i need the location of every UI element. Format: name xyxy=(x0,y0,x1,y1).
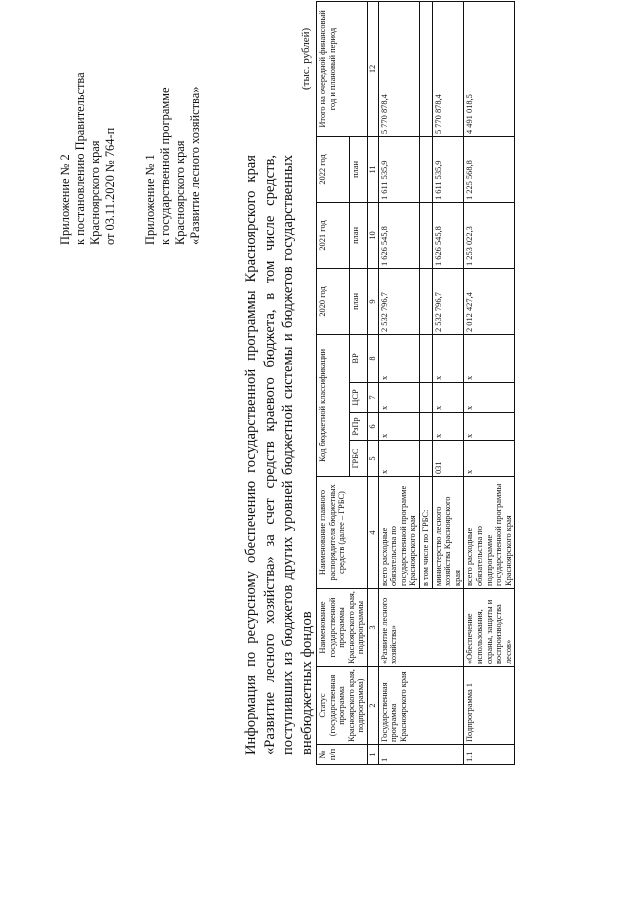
row-2022: 1 225 568,8 xyxy=(464,136,515,202)
row-rzpr: х xyxy=(464,413,515,441)
row-grbs-code: 031 xyxy=(432,441,464,477)
appendix2-header xyxy=(58,72,118,245)
row-empty-cell xyxy=(419,268,432,334)
header-vr: ВР xyxy=(349,334,367,382)
row-vr: х xyxy=(464,334,515,382)
column-number: 4 xyxy=(367,477,378,589)
document-title: Информация по ресурсному обеспечению государственной программы Красноярского края «Развитие лесного хозяйства» за счет средств краевого бюджета, в том числе средств, поступивших из бюджетов других уровней бюджетной системы и бюджетов государственных внебюджетных фондов xyxy=(243,155,315,755)
appendix2-line4: от 03.11.2020 № 764-п xyxy=(103,127,117,245)
header-plan-2021: план xyxy=(349,202,367,268)
row-csr: х xyxy=(464,383,515,413)
row-empty-cell xyxy=(419,413,432,441)
appendix2-line3: Красноярского края xyxy=(88,140,102,245)
column-number: 1 xyxy=(367,745,378,765)
column-number: 11 xyxy=(367,136,378,202)
row-num: 1 xyxy=(378,745,464,765)
table-row xyxy=(464,1,515,764)
header-2021: 2021 год xyxy=(317,202,350,268)
appendix2-line1: Приложение № 2 xyxy=(58,154,72,245)
header-budget-code: Код бюджетной классификации xyxy=(317,334,350,476)
row-csr: х xyxy=(432,383,464,413)
header-status: Статус (государственная программа Красноярского края, подпрограмма) xyxy=(317,667,368,745)
column-number: 12 xyxy=(367,1,378,136)
row-grbs: всего расходные обязательства по государственной программе Красноярского края xyxy=(378,477,419,589)
row-vr: х xyxy=(378,334,419,382)
row-vr: х xyxy=(432,334,464,382)
header-plan-2020: план xyxy=(349,268,367,334)
row-empty-cell xyxy=(419,136,432,202)
header-program-name: Наименование государственной программы Красноярского края, подпрограммы xyxy=(317,589,368,667)
row-2022: 1 611 535,9 xyxy=(378,136,419,202)
column-number: 8 xyxy=(367,334,378,382)
appendix1-header xyxy=(143,87,203,245)
row-rzpr: х xyxy=(378,413,419,441)
row-empty-cell xyxy=(419,202,432,268)
row-program-name: «Обеспечение использования, охраны, защиты и воспроизводства лесов» xyxy=(464,589,515,667)
row-2021: 1 626 545,8 xyxy=(432,202,464,268)
header-plan-2022: план xyxy=(349,136,367,202)
column-number: 7 xyxy=(367,383,378,413)
column-number: 3 xyxy=(367,589,378,667)
header-grbs-code: ГРБС xyxy=(349,441,367,477)
row-empty-cell xyxy=(419,334,432,382)
row-2020: 2 012 427,4 xyxy=(464,268,515,334)
header-2022: 2022 год xyxy=(317,136,350,202)
row-status: Государственная программа Красноярского края xyxy=(378,667,464,745)
appendix1-line4: «Развитие лесного хозяйства» xyxy=(188,86,202,245)
row-total: 4 491 018,5 xyxy=(464,1,515,136)
row-program-name: «Развитие лесного хозяйства» xyxy=(378,589,464,667)
header-2020: 2020 год xyxy=(317,268,350,334)
row-status: Подпрограмма 1 xyxy=(464,667,515,745)
row-2020: 2 532 796,7 xyxy=(432,268,464,334)
row-grbs: министерство лесного хозяйства Красноярского края xyxy=(432,477,464,589)
row-grbs-code: х xyxy=(464,441,515,477)
appendix2-line2: к постановлению Правительства xyxy=(73,72,87,245)
row-2021: 1 253 022,3 xyxy=(464,202,515,268)
row-csr: х xyxy=(378,383,419,413)
row-empty-cell xyxy=(419,441,432,477)
row-2022: 1 611 535,9 xyxy=(432,136,464,202)
header-num: № п/п xyxy=(317,745,368,765)
row-total: 5 770 878,4 xyxy=(432,1,464,136)
column-number: 2 xyxy=(367,667,378,745)
header-rzpr: РзПр xyxy=(349,413,367,441)
row-empty-cell xyxy=(419,1,432,136)
appendix1-line3: Красноярского края xyxy=(173,140,187,245)
row-2021: 1 626 545,8 xyxy=(378,202,419,268)
appendix1-line2: к государственной программе xyxy=(158,87,172,245)
column-number: 5 xyxy=(367,441,378,477)
column-number-row xyxy=(367,1,378,764)
column-number: 9 xyxy=(367,268,378,334)
row-grbs: в том числе по ГРБС: xyxy=(419,477,432,589)
resource-table xyxy=(316,1,515,765)
row-num: 1.1 xyxy=(464,745,515,765)
header-csr: ЦСР xyxy=(349,383,367,413)
unit-label: (тыс. рублей) xyxy=(300,27,312,90)
column-number: 6 xyxy=(367,413,378,441)
row-rzpr: х xyxy=(432,413,464,441)
table-row xyxy=(378,1,419,764)
row-2020: 2 532 796,7 xyxy=(378,268,419,334)
row-grbs-code: х xyxy=(378,441,419,477)
row-total: 5 770 878,4 xyxy=(378,1,419,136)
header-grbs-name: Наименование главного распорядителя бюджетных средств (далее – ГРБС) xyxy=(317,477,368,589)
row-empty-cell xyxy=(419,383,432,413)
row-grbs: всего расходные обязательства по подпрограмме государственной программы Красноярского края xyxy=(464,477,515,589)
appendix1-line1: Приложение № 1 xyxy=(143,154,157,245)
header-total: Итого на очередной финансовый год и плановый период xyxy=(317,1,368,136)
column-number: 10 xyxy=(367,202,378,268)
